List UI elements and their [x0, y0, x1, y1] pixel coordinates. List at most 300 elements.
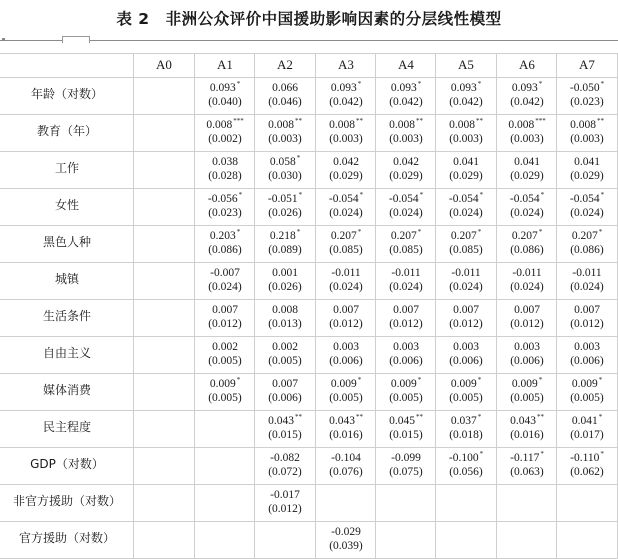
standard-error: (0.026) [268, 207, 302, 219]
table-cell [195, 340, 255, 368]
column-header: A3 [338, 57, 354, 72]
coefficient [557, 229, 617, 243]
standard-error: (0.039) [329, 540, 363, 552]
table-cell [316, 155, 376, 183]
significance-stars: ** [596, 117, 604, 125]
coefficient-value: -0.051 [267, 193, 298, 205]
standard-error: (0.086) [510, 244, 544, 256]
table-cell [436, 340, 496, 368]
row-label: 官方援助（对数） [18, 531, 115, 545]
table-cell [376, 118, 436, 146]
table-cell [376, 451, 436, 479]
significance-stars: * [538, 376, 543, 384]
coefficient [195, 303, 255, 317]
table-cell [557, 192, 617, 220]
coefficient-value: -0.054 [328, 193, 359, 205]
row-label: 城镇 [54, 272, 79, 286]
coefficient [316, 303, 376, 317]
standard-error: (0.085) [449, 244, 483, 256]
significance-stars: ** [415, 413, 423, 421]
coefficient-value: -0.082 [270, 452, 300, 464]
coefficient-value: 0.207 [511, 230, 538, 242]
row-divider [0, 410, 618, 411]
coefficient [436, 377, 496, 391]
standard-error: (0.005) [570, 392, 604, 404]
standard-error: (0.003) [570, 133, 604, 145]
coefficient [195, 118, 255, 132]
row-label: 工作 [54, 161, 79, 175]
coefficient [316, 414, 376, 428]
coefficient [255, 81, 315, 95]
significance-stars: * [296, 154, 301, 162]
coefficient-value: 0.203 [209, 230, 236, 242]
regression-table [0, 53, 618, 559]
significance-stars: * [598, 228, 603, 236]
table-cell [316, 451, 376, 479]
standard-error: (0.003) [510, 133, 544, 145]
coefficient-value: 0.037 [450, 415, 477, 427]
row-label: 非官方援助（对数） [12, 494, 121, 508]
significance-stars: ** [294, 117, 302, 125]
coefficient-value: 0.009 [390, 378, 417, 390]
table-cell [436, 266, 496, 294]
coefficient-value: 0.041 [453, 156, 479, 168]
table-cell [195, 192, 255, 220]
table-cell [497, 340, 557, 368]
significance-stars: * [417, 228, 422, 236]
table-cell [376, 81, 436, 109]
significance-stars: * [477, 413, 482, 421]
coefficient-value: 0.007 [514, 304, 540, 316]
standard-error: (0.012) [389, 318, 423, 330]
coefficient [316, 81, 376, 95]
standard-error: (0.003) [329, 133, 363, 145]
significance-stars: * [236, 80, 241, 88]
standard-error: (0.056) [449, 466, 483, 478]
coefficient-value: 0.008 [329, 119, 355, 131]
significance-stars: * [357, 80, 362, 88]
coefficient-value: 0.009 [450, 378, 477, 390]
table-cell [557, 451, 617, 479]
standard-error: (0.005) [510, 392, 544, 404]
standard-error: (0.024) [449, 207, 483, 219]
standard-error: (0.006) [570, 355, 604, 367]
coefficient-value: 0.093 [511, 82, 538, 94]
coefficient-value: -0.110 [570, 452, 600, 464]
coefficient-value: 0.043 [510, 415, 536, 427]
table-cell [316, 377, 376, 405]
coefficient-value: 0.093 [330, 82, 357, 94]
standard-error: (0.012) [510, 318, 544, 330]
coefficient [316, 451, 376, 465]
coefficient [376, 451, 436, 465]
table-cell [497, 377, 557, 405]
coefficient [436, 266, 496, 280]
table-cell [436, 229, 496, 257]
table-cell [557, 377, 617, 405]
significance-stars: * [238, 191, 243, 199]
coefficient-value: 0.093 [209, 82, 236, 94]
row-divider [0, 151, 618, 152]
table-cell [497, 229, 557, 257]
standard-error: (0.006) [449, 355, 483, 367]
table-cell [255, 81, 315, 109]
coefficient [255, 451, 315, 465]
coefficient [195, 155, 255, 169]
coefficient [195, 340, 255, 354]
coefficient [376, 155, 436, 169]
coefficient-value: 0.058 [269, 156, 296, 168]
standard-error: (0.017) [570, 429, 604, 441]
standard-error: (0.003) [389, 133, 423, 145]
coefficient [255, 192, 315, 206]
coefficient [497, 81, 557, 95]
coefficient-value: 0.003 [574, 341, 600, 353]
coefficient [376, 414, 436, 428]
coefficient [497, 451, 557, 465]
table-cell [436, 377, 496, 405]
table-cell [436, 155, 496, 183]
coefficient-value: 0.008 [389, 119, 415, 131]
coefficient [557, 377, 617, 391]
row-divider [0, 336, 618, 337]
table-cell [255, 229, 315, 257]
standard-error: (0.012) [449, 318, 483, 330]
coefficient-value: 0.043 [329, 415, 355, 427]
coefficient-value: -0.054 [448, 193, 479, 205]
coefficient [376, 377, 436, 391]
standard-error: (0.013) [268, 318, 302, 330]
coefficient-value: 0.002 [212, 341, 238, 353]
row-label: 自由主义 [42, 346, 91, 360]
row-divider [0, 114, 618, 115]
row-divider [0, 262, 618, 263]
significance-stars: * [540, 191, 545, 199]
table-cell [255, 155, 315, 183]
table-title: 表 2 非洲公众评价中国援助影响因素的分层线性模型 [116, 10, 502, 28]
table-cell [497, 118, 557, 146]
table-cell [195, 303, 255, 331]
coefficient-value: 0.002 [272, 341, 298, 353]
standard-error: (0.005) [329, 392, 363, 404]
table-cell [497, 192, 557, 220]
row-divider [0, 77, 618, 78]
column-header: A2 [277, 57, 293, 72]
significance-stars: * [298, 191, 303, 199]
coefficient-value: 0.007 [393, 304, 419, 316]
table-cell [557, 81, 617, 109]
coefficient-value: 0.003 [393, 341, 419, 353]
table-cell [316, 229, 376, 257]
significance-stars: * [479, 191, 484, 199]
standard-error: (0.024) [510, 207, 544, 219]
coefficient-value: 0.003 [514, 341, 540, 353]
significance-stars: ** [355, 117, 363, 125]
coefficient-value: 0.042 [333, 156, 359, 168]
coefficient [497, 155, 557, 169]
coefficient [436, 303, 496, 317]
coefficient-value: -0.056 [207, 193, 238, 205]
coefficient-value: 0.218 [269, 230, 296, 242]
coefficient [195, 192, 255, 206]
table-cell [195, 155, 255, 183]
table-cell [497, 266, 557, 294]
table-cell [436, 414, 496, 442]
coefficient [436, 155, 496, 169]
coefficient [497, 229, 557, 243]
coefficient [557, 81, 617, 95]
table-cell [557, 414, 617, 442]
standard-error: (0.023) [570, 96, 604, 108]
coefficient-value: -0.017 [270, 489, 300, 501]
significance-stars: * [477, 228, 482, 236]
standard-error: (0.024) [329, 281, 363, 293]
table-cell [376, 192, 436, 220]
significance-stars: * [600, 191, 605, 199]
coefficient [557, 266, 617, 280]
table-cell [255, 377, 315, 405]
column-header: A1 [217, 57, 233, 72]
standard-error: (0.024) [570, 207, 604, 219]
standard-error: (0.006) [268, 392, 302, 404]
coefficient-value: 0.007 [333, 304, 359, 316]
standard-error: (0.012) [329, 318, 363, 330]
column-header: A4 [398, 57, 414, 72]
significance-stars: * [236, 376, 241, 384]
table-cell [376, 229, 436, 257]
coefficient-value: 0.038 [212, 156, 238, 168]
significance-stars: *** [535, 117, 546, 125]
standard-error: (0.002) [208, 133, 242, 145]
significance-stars: * [477, 376, 482, 384]
significance-stars: * [540, 450, 544, 458]
standard-error: (0.006) [510, 355, 544, 367]
table-cell [557, 266, 617, 294]
significance-stars: ** [536, 413, 544, 421]
significance-stars: * [357, 228, 362, 236]
coefficient-value: -0.011 [391, 267, 421, 279]
standard-error: (0.016) [329, 429, 363, 441]
standard-error: (0.023) [208, 207, 242, 219]
standard-error: (0.042) [389, 96, 423, 108]
coefficient-value: -0.011 [512, 267, 542, 279]
coefficient [255, 266, 315, 280]
coefficient [557, 118, 617, 132]
ruler-dot [2, 38, 5, 41]
table-cell [376, 266, 436, 294]
standard-error: (0.024) [208, 281, 242, 293]
standard-error: (0.024) [510, 281, 544, 293]
coefficient-value: 0.045 [389, 415, 415, 427]
table-cell [316, 525, 376, 553]
table-cell [195, 266, 255, 294]
standard-error: (0.005) [389, 392, 423, 404]
coefficient [497, 414, 557, 428]
coefficient-value: -0.054 [388, 193, 419, 205]
coefficient [316, 377, 376, 391]
coefficient [316, 266, 376, 280]
standard-error: (0.072) [268, 466, 302, 478]
coefficient [436, 229, 496, 243]
table-cell [436, 303, 496, 331]
significance-stars: * [598, 413, 603, 421]
coefficient-value: -0.099 [391, 452, 421, 464]
standard-error: (0.016) [510, 429, 544, 441]
coefficient [436, 81, 496, 95]
coefficient-value: 0.008 [570, 119, 596, 131]
significance-stars: *** [233, 117, 244, 125]
standard-error: (0.086) [570, 244, 604, 256]
ruler-mark [62, 36, 90, 43]
table-cell [316, 81, 376, 109]
table-cell [195, 118, 255, 146]
coefficient-value: 0.009 [209, 378, 236, 390]
standard-error: (0.012) [268, 503, 302, 515]
coefficient-value: 0.207 [390, 230, 417, 242]
coefficient [255, 118, 315, 132]
coefficient-value: 0.009 [571, 378, 598, 390]
row-label: 生活条件 [42, 309, 91, 323]
coefficient-value: 0.042 [393, 156, 419, 168]
standard-error: (0.005) [268, 355, 302, 367]
table-cell [376, 377, 436, 405]
significance-stars: * [538, 228, 543, 236]
row-label: 黑色人种 [42, 235, 91, 249]
standard-error: (0.024) [389, 207, 423, 219]
coefficient-value: 0.207 [571, 230, 598, 242]
standard-error: (0.029) [389, 170, 423, 182]
standard-error: (0.086) [208, 244, 242, 256]
coefficient-value: 0.007 [574, 304, 600, 316]
standard-error: (0.029) [329, 170, 363, 182]
coefficient [195, 266, 255, 280]
coefficient [195, 229, 255, 243]
coefficient [557, 192, 617, 206]
row-divider [0, 373, 618, 374]
standard-error: (0.006) [329, 355, 363, 367]
standard-error: (0.005) [449, 392, 483, 404]
coefficient-value: 0.041 [514, 156, 540, 168]
table-cell [376, 155, 436, 183]
coefficient [557, 451, 617, 465]
coefficient-value: 0.207 [450, 230, 477, 242]
table-cell [557, 155, 617, 183]
coefficient-value: 0.003 [453, 341, 479, 353]
coefficient [436, 414, 496, 428]
table-cell [316, 414, 376, 442]
row-divider [0, 188, 618, 189]
coefficient [436, 340, 496, 354]
coefficient [255, 303, 315, 317]
significance-stars: * [479, 450, 484, 458]
coefficient [436, 118, 496, 132]
coefficient-value: 0.093 [450, 82, 477, 94]
coefficient-value: -0.011 [451, 267, 481, 279]
row-label: 年龄（对数） [30, 87, 103, 101]
standard-error: (0.042) [449, 96, 483, 108]
coefficient-value: -0.117 [510, 452, 540, 464]
table-cell [557, 229, 617, 257]
standard-error: (0.012) [570, 318, 604, 330]
row-divider [0, 521, 618, 522]
table-cell [255, 340, 315, 368]
table-cell [557, 340, 617, 368]
coefficient-value: 0.008 [268, 119, 294, 131]
coefficient [557, 303, 617, 317]
coefficient [316, 118, 376, 132]
table-cell [255, 414, 315, 442]
significance-stars: ** [355, 413, 363, 421]
coefficient-value: 0.008 [508, 119, 535, 131]
ruler [0, 33, 618, 47]
standard-error: (0.024) [389, 281, 423, 293]
coefficient [497, 340, 557, 354]
standard-error: (0.005) [208, 355, 242, 367]
standard-error: (0.012) [208, 318, 242, 330]
coefficient-value: -0.054 [509, 193, 540, 205]
table-cell [557, 118, 617, 146]
column-header: A5 [458, 57, 474, 72]
coefficient [557, 155, 617, 169]
coefficient-value: -0.054 [569, 193, 600, 205]
row-label: GDP（对数） [30, 457, 104, 471]
row-divider [0, 484, 618, 485]
coefficient-value: 0.007 [212, 304, 238, 316]
table-cell [316, 266, 376, 294]
coefficient [316, 525, 376, 539]
standard-error: (0.024) [329, 207, 363, 219]
standard-error: (0.005) [208, 392, 242, 404]
significance-stars: * [296, 228, 301, 236]
column-header: A6 [519, 57, 535, 72]
coefficient-value: -0.100 [448, 452, 479, 464]
coefficient-value: 0.009 [511, 378, 538, 390]
table-cell [255, 266, 315, 294]
standard-error: (0.015) [389, 429, 423, 441]
standard-error: (0.042) [329, 96, 363, 108]
table-cell [255, 303, 315, 331]
row-label: 民主程度 [42, 420, 91, 434]
row-label: 媒体消费 [42, 383, 91, 397]
significance-stars: * [359, 191, 364, 199]
standard-error: (0.063) [510, 466, 544, 478]
standard-error: (0.076) [329, 466, 363, 478]
coefficient [497, 266, 557, 280]
table-cell [497, 414, 557, 442]
significance-stars: * [417, 80, 422, 88]
table-cell [497, 303, 557, 331]
row-divider [0, 225, 618, 226]
table-cell [316, 303, 376, 331]
table-cell [376, 414, 436, 442]
significance-stars: ** [294, 413, 302, 421]
table-cell [376, 303, 436, 331]
table-cell [316, 340, 376, 368]
standard-error: (0.029) [570, 170, 604, 182]
coefficient-value: 0.003 [333, 341, 359, 353]
standard-error: (0.028) [208, 170, 242, 182]
table-cell [255, 192, 315, 220]
coefficient-value: 0.009 [330, 378, 357, 390]
standard-error: (0.006) [389, 355, 423, 367]
coefficient [436, 192, 496, 206]
table-cell [436, 118, 496, 146]
coefficient-value: -0.029 [331, 526, 361, 538]
coefficient [376, 81, 436, 95]
table-cell [255, 488, 315, 516]
coefficient [557, 340, 617, 354]
coefficient [316, 192, 376, 206]
